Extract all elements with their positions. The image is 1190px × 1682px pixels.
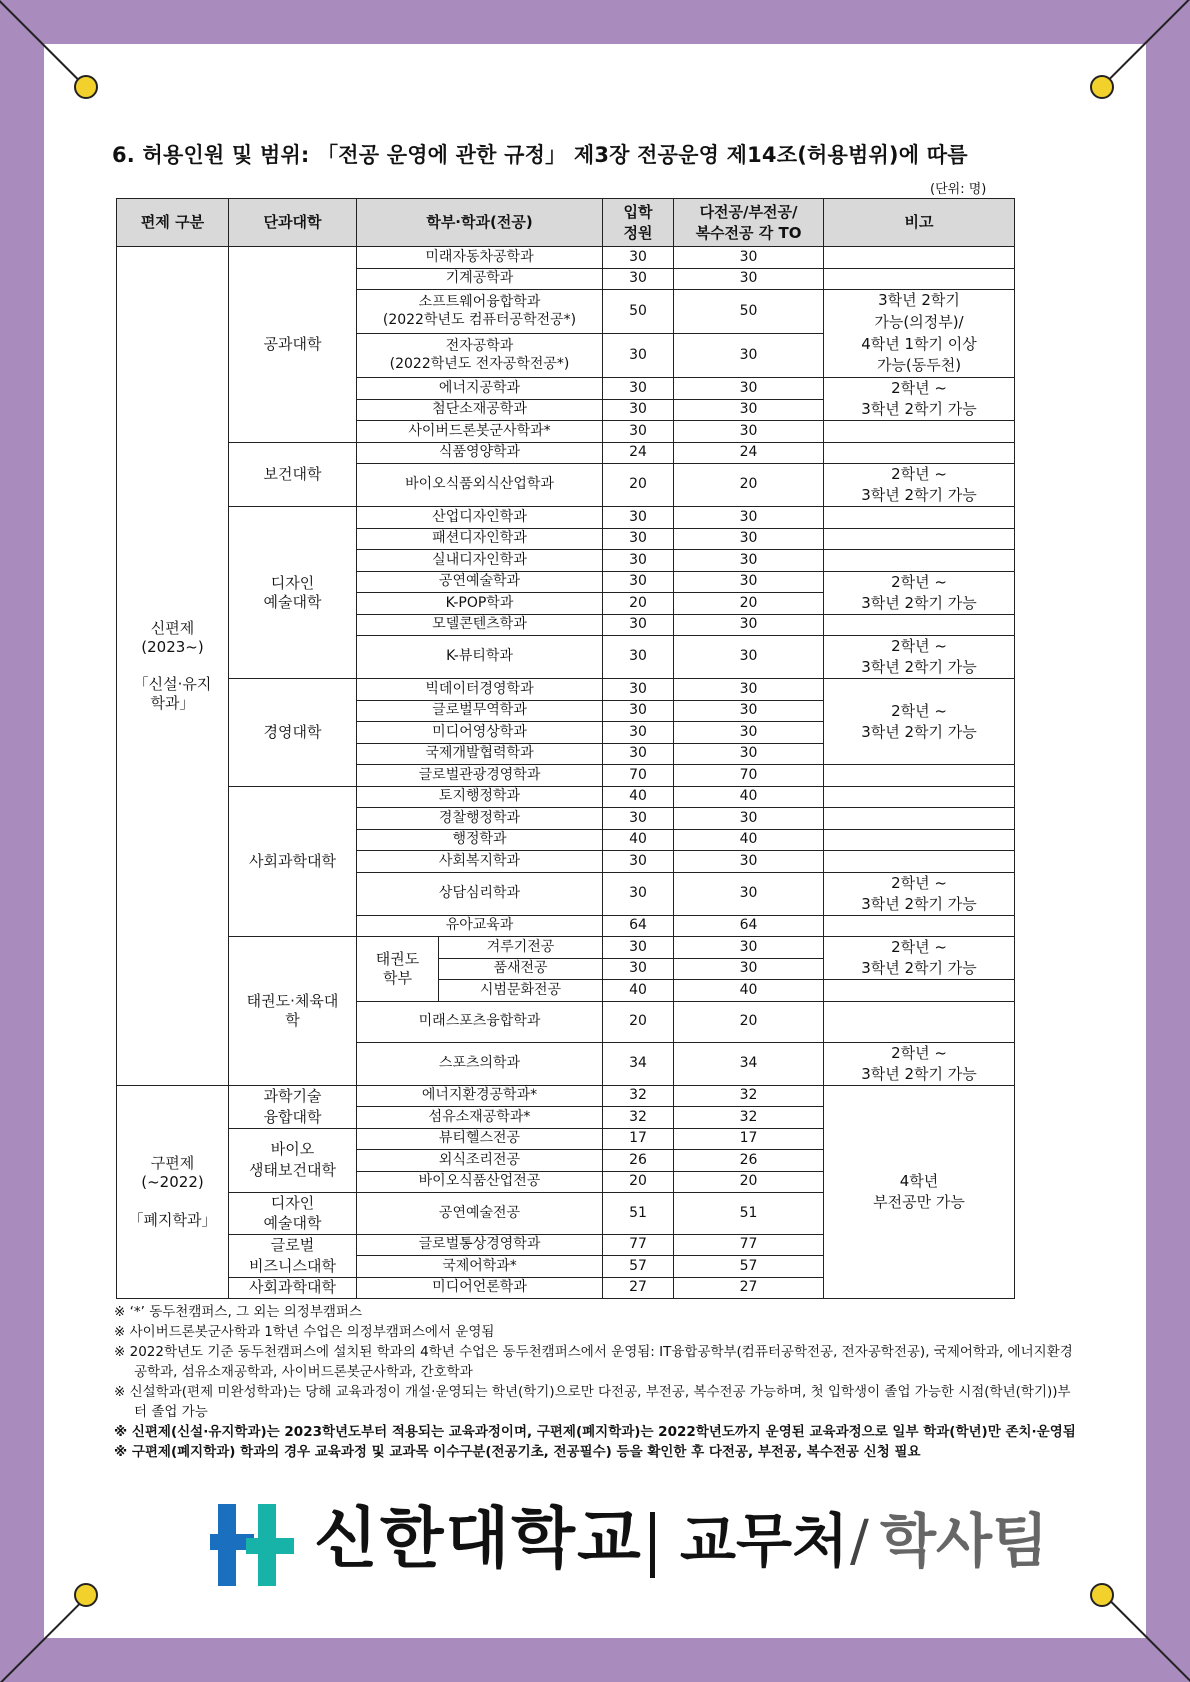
dept-quota: 30 (603, 268, 674, 290)
dept-name: 국제개발협력학과 (357, 743, 603, 765)
dept-name: 기계공학과 (357, 268, 603, 290)
dept-to: 30 (674, 743, 824, 765)
dept-quota: 30 (603, 614, 674, 636)
remark-empty (824, 765, 1015, 787)
dept-to: 40 (674, 786, 824, 808)
dept-quota: 30 (603, 872, 674, 915)
dept-to: 30 (674, 700, 824, 722)
dept-name: K-뷰티학과 (357, 636, 603, 679)
footnote-bold: ※ 구편제(폐지학과) 학과의 경우 교육과정 및 교과목 이수구분(전공기초, 전공필수) 등을 확인한 후 다전공, 부전공, 복수전공 신청 필요 (114, 1444, 921, 1460)
dept-to: 30 (674, 679, 824, 701)
logo-slash: / (850, 1509, 869, 1574)
group-new: 신편제 (2023~) 「신설·유지 학과」 (117, 247, 229, 1086)
remark-empty (824, 808, 1015, 830)
dept-to: 30 (674, 507, 824, 529)
dept-name: 패션디자인학과 (357, 528, 603, 550)
dept-quota: 20 (603, 1171, 674, 1193)
university-logo (210, 1500, 1049, 1590)
remark: 2학년 ~ 3학년 2학기 가능 (824, 1042, 1015, 1085)
pin-bottom-right (1090, 1583, 1114, 1607)
dept-to: 57 (674, 1256, 824, 1278)
dept-to: 64 (674, 915, 824, 937)
dept-to: 30 (674, 958, 824, 980)
remark-empty (824, 915, 1015, 937)
dept-name: 글로벌관광경영학과 (357, 765, 603, 787)
remark: 2학년 ~ 3학년 2학기 가능 (824, 937, 1015, 980)
dept-quota: 20 (603, 464, 674, 507)
pin-top-right (1090, 75, 1114, 99)
dept-quota: 30 (603, 421, 674, 443)
dept-to: 32 (674, 1107, 824, 1129)
remark-empty (824, 268, 1015, 290)
remark-empty (824, 614, 1015, 636)
dept-quota: 20 (603, 593, 674, 615)
dept-quota: 40 (603, 829, 674, 851)
dept-name: 에너지공학과 (357, 378, 603, 400)
dept-quota: 30 (603, 571, 674, 593)
dept-name: 시범문화전공 (439, 980, 603, 1002)
dept-name: 품새전공 (439, 958, 603, 980)
dept-name: 바이오식품외식산업학과 (357, 464, 603, 507)
dept-quota: 30 (603, 528, 674, 550)
dept-name: 공연예술전공 (357, 1193, 603, 1235)
dept-to: 27 (674, 1277, 824, 1299)
dept-quota: 30 (603, 958, 674, 980)
dept-quota: 30 (603, 334, 674, 378)
remark: 2학년 ~ 3학년 2학기 가능 (824, 571, 1015, 614)
college-social: 사회과학대학 (229, 786, 357, 937)
dept-name: 사이버드론봇군사학과* (357, 421, 603, 443)
dept-to: 32 (674, 1085, 824, 1107)
dept-quota: 40 (603, 980, 674, 1002)
dept-to: 30 (674, 268, 824, 290)
dept-to: 30 (674, 247, 824, 269)
remark: 2학년 ~ 3학년 2학기 가능 (824, 679, 1015, 765)
dept-name: 소프트웨어융합학과 (2022학년도 컴퓨터공학전공*) (357, 290, 603, 334)
remark-empty (824, 786, 1015, 808)
remark-empty (824, 829, 1015, 851)
dept-quota: 32 (603, 1085, 674, 1107)
dept-to: 26 (674, 1150, 824, 1172)
header-group: 편제 구분 (117, 199, 229, 247)
remark: 4학년 부전공만 가능 (824, 1085, 1015, 1299)
dept-name: 외식조리전공 (357, 1150, 603, 1172)
dept-name: 뷰티헬스전공 (357, 1128, 603, 1150)
dept-name: 글로벌무역학과 (357, 700, 603, 722)
header-department: 학부·학과(전공) (357, 199, 603, 247)
dept-to: 30 (674, 421, 824, 443)
dept-name: 미래스포츠융합학과 (357, 1001, 603, 1042)
dept-quota: 27 (603, 1277, 674, 1299)
dept-quota: 30 (603, 700, 674, 722)
dept-to: 30 (674, 571, 824, 593)
remark-empty (824, 980, 1015, 1002)
dept-quota: 30 (603, 378, 674, 400)
dept-quota: 30 (603, 550, 674, 572)
dept-name: 모델콘텐츠학과 (357, 614, 603, 636)
dept-name: 겨루기전공 (439, 937, 603, 959)
dept-to: 30 (674, 614, 824, 636)
remark: 2학년 ~ 3학년 2학기 가능 (824, 464, 1015, 507)
dept-name: K-POP학과 (357, 593, 603, 615)
college-health: 보건대학 (229, 442, 357, 507)
dept-quota: 30 (603, 399, 674, 421)
dept-quota: 30 (603, 937, 674, 959)
dept-quota: 34 (603, 1042, 674, 1085)
unit-label: (단위: 명) (930, 182, 987, 197)
dept-to: 30 (674, 872, 824, 915)
pin-top-left (74, 75, 98, 99)
dept-to: 30 (674, 636, 824, 679)
division-tkd: 태권도 학부 (357, 937, 439, 1002)
college-sci: 과학기술 융합대학 (229, 1085, 357, 1128)
dept-name: 식품영양학과 (357, 442, 603, 464)
header-college: 단과대학 (229, 199, 357, 247)
dept-quota: 30 (603, 851, 674, 873)
remark-empty (824, 421, 1015, 443)
dept-to: 30 (674, 851, 824, 873)
remark: 3학년 2학기 가능(의정부)/ 4학년 1학기 이상 가능(동두천) (824, 290, 1015, 378)
pin-bottom-left (74, 1583, 98, 1607)
dept-name: 첨단소재공학과 (357, 399, 603, 421)
dept-quota: 30 (603, 247, 674, 269)
dept-quota: 30 (603, 743, 674, 765)
dept-to: 34 (674, 1042, 824, 1085)
dept-quota: 24 (603, 442, 674, 464)
dept-name: 미디어영상학과 (357, 722, 603, 744)
college-bio: 바이오 생태보건대학 (229, 1128, 357, 1193)
dept-name: 미래자동차공학과 (357, 247, 603, 269)
dept-quota: 57 (603, 1256, 674, 1278)
header-quota: 입학 정원 (603, 199, 674, 247)
logo-team-name: 학사팀 (880, 1507, 1049, 1575)
dept-quota: 17 (603, 1128, 674, 1150)
dept-to: 30 (674, 528, 824, 550)
dept-to: 51 (674, 1193, 824, 1235)
footnote: ※ 신설학과(편제 미완성학과)는 당해 교육과정이 개설·운영되는 학년(학기)으로만 다전공, 부전공, 복수전공 가능하며, 첫 입학생이 졸업 가능한 시점(학년(학기))부터 졸업 가능 (114, 1384, 1071, 1420)
dept-quota: 30 (603, 722, 674, 744)
dept-name: 상담심리학과 (357, 872, 603, 915)
dept-name: 빅데이터경영학과 (357, 679, 603, 701)
dept-name: 국제어학과* (357, 1256, 603, 1278)
remark-empty (824, 550, 1015, 572)
dept-name: 전자공학과 (2022학년도 전자공학전공*) (357, 334, 603, 378)
dept-to: 30 (674, 808, 824, 830)
footnote: ※ 2022학년도 기준 동두천캠퍼스에 설치된 학과의 4학년 수업은 동두천캠퍼스에서 운영됨: IT융합공학부(컴퓨터공학전공, 전자공학전공), 국제어학과, 에너지환경공학과, 섬유소재공학과, 사이버드론봇군사학과, 간호학과 (114, 1344, 1073, 1380)
remark-empty (824, 507, 1015, 529)
quota-table (116, 198, 1015, 1299)
dept-to: 70 (674, 765, 824, 787)
logo-office-name: 교무처 (680, 1507, 849, 1575)
college-design-old: 디자인 예술대학 (229, 1193, 357, 1235)
footnote: ※ 사이버드론봇군사학과 1학년 수업은 의정부캠퍼스에서 운영됨 (114, 1324, 495, 1340)
dept-quota: 50 (603, 290, 674, 334)
college-design: 디자인 예술대학 (229, 507, 357, 679)
dept-to: 24 (674, 442, 824, 464)
header-remark: 비고 (824, 199, 1015, 247)
dept-quota: 77 (603, 1234, 674, 1256)
dept-name: 사회복지학과 (357, 851, 603, 873)
shinhan-emblem-icon (210, 1504, 294, 1586)
dept-name: 산업디자인학과 (357, 507, 603, 529)
dept-to: 30 (674, 722, 824, 744)
dept-to: 50 (674, 290, 824, 334)
logo-divider (650, 1512, 655, 1578)
dept-quota: 30 (603, 636, 674, 679)
dept-quota: 30 (603, 507, 674, 529)
dept-to: 40 (674, 829, 824, 851)
remark-empty (824, 247, 1015, 269)
college-biz: 경영대학 (229, 679, 357, 787)
dept-name: 바이오식품산업전공 (357, 1171, 603, 1193)
dept-name: 실내디자인학과 (357, 550, 603, 572)
dept-quota: 70 (603, 765, 674, 787)
dept-name: 스포츠의학과 (357, 1042, 603, 1085)
footnote: ※ ‘*’ 동두천캠퍼스, 그 외는 의정부캠퍼스 (114, 1304, 363, 1320)
remark-empty (824, 851, 1015, 873)
dept-to: 17 (674, 1128, 824, 1150)
dept-name: 공연예술학과 (357, 571, 603, 593)
dept-name: 글로벌통상경영학과 (357, 1234, 603, 1256)
section-heading: 6. 허용인원 및 범위: 「전공 운영에 관한 규정」 제3장 전공운영 제14조(허용범위)에 따름 (112, 143, 968, 167)
dept-name: 에너지환경공학과* (357, 1085, 603, 1107)
dept-name: 토지행정학과 (357, 786, 603, 808)
dept-quota: 30 (603, 679, 674, 701)
remark: 2학년 ~ 3학년 2학기 가능 (824, 636, 1015, 679)
college-tkd: 태권도·체육대 학 (229, 937, 357, 1086)
remark: 2학년 ~ 3학년 2학기 가능 (824, 872, 1015, 915)
dept-quota: 64 (603, 915, 674, 937)
dept-to: 77 (674, 1234, 824, 1256)
dept-to: 20 (674, 1001, 824, 1042)
dept-quota: 40 (603, 786, 674, 808)
dept-to: 30 (674, 937, 824, 959)
dept-to: 30 (674, 378, 824, 400)
dept-name: 미디어언론학과 (357, 1277, 603, 1299)
dept-name: 경찰행정학과 (357, 808, 603, 830)
dept-to: 30 (674, 550, 824, 572)
logo-university-name: 신한대학교 (314, 1500, 643, 1577)
dept-to: 30 (674, 334, 824, 378)
dept-to: 40 (674, 980, 824, 1002)
dept-to: 20 (674, 464, 824, 507)
dept-quota: 30 (603, 808, 674, 830)
remark-empty (824, 1001, 1015, 1042)
remark-empty (824, 442, 1015, 464)
dept-to: 20 (674, 593, 824, 615)
dept-quota: 26 (603, 1150, 674, 1172)
college-social-old: 사회과학대학 (229, 1277, 357, 1299)
dept-quota: 20 (603, 1001, 674, 1042)
remark: 2학년 ~ 3학년 2학기 가능 (824, 378, 1015, 421)
dept-quota: 51 (603, 1193, 674, 1235)
dept-name: 섬유소재공학과* (357, 1107, 603, 1129)
footnotes (114, 1302, 1080, 1462)
header-to: 다전공/부전공/ 복수전공 각 TO (674, 199, 824, 247)
dept-to: 30 (674, 399, 824, 421)
remark-empty (824, 528, 1015, 550)
dept-name: 유아교육과 (357, 915, 603, 937)
college-eng: 공과대학 (229, 247, 357, 443)
dept-to: 20 (674, 1171, 824, 1193)
dept-name: 행정학과 (357, 829, 603, 851)
dept-quota: 32 (603, 1107, 674, 1129)
footnote-bold: ※ 신편제(신설·유지학과)는 2023학년도부터 적용되는 교육과정이며, 구편제(폐지학과)는 2022학년도까지 운영된 교육과정으로 일부 학과(학년)만 존치·운영됨 (114, 1424, 1076, 1440)
group-old: 구편제 (~2022) 「폐지학과」 (117, 1085, 229, 1299)
college-global: 글로벌 비즈니스대학 (229, 1234, 357, 1277)
